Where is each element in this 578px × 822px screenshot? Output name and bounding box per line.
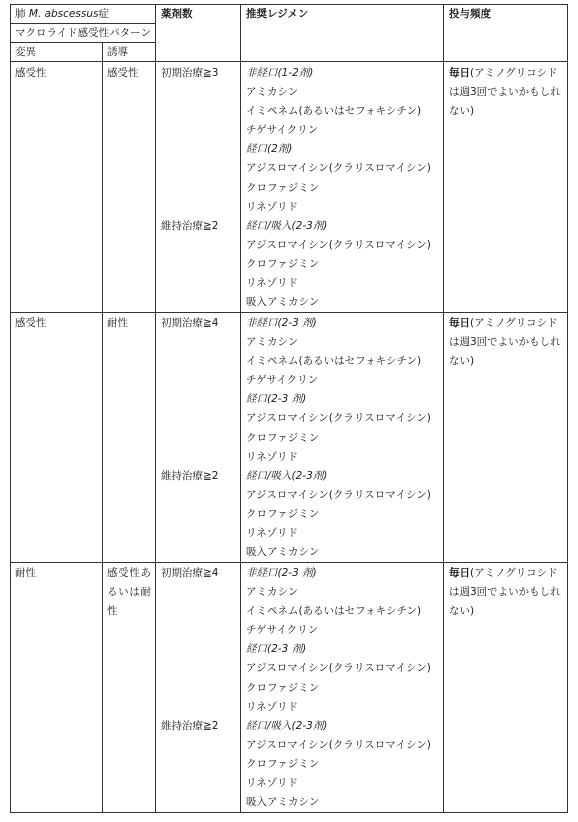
row3-mutation: 耐性 (15, 567, 36, 579)
row3-maintenance-count: 維持治療≧2 (161, 720, 219, 732)
drug-item: チゲサイクリン (246, 374, 319, 387)
row1-initial-count: 初期治療≧3 (161, 67, 219, 79)
table-border-top (10, 4, 568, 5)
row3-drug-list (246, 564, 441, 812)
drug-item: 吸入アミカシン (246, 546, 320, 559)
row3-initial-count: 初期治療≧4 (161, 567, 219, 579)
table-border-left (10, 4, 11, 813)
row3-frequency (449, 564, 565, 621)
drug-item: クロファジミン (246, 507, 320, 520)
row1-maintenance-count: 維持治療≧2 (161, 220, 219, 232)
col-divider-induction (155, 4, 156, 813)
row1-frequency-note: (アミノグリコシドは週3回でよいかもしれない) (449, 67, 561, 118)
drug-item: リネゾリド (246, 777, 298, 790)
species-suffix: 症 (98, 8, 109, 20)
row3-induction: 感受性あるいは耐性 (107, 567, 151, 618)
drug-item: リネゾリド (246, 277, 298, 290)
header-mutation: 変異 (15, 46, 36, 58)
header-species (15, 8, 109, 21)
drug-item: アミカシン (246, 336, 299, 349)
drug-item: イミペネム(あるいはセフォキシチン) (246, 605, 422, 618)
row1-drug-list (246, 64, 441, 312)
row2-drug-list (246, 314, 441, 562)
drug-item: アジスロマイシン(クラリスロマイシン) (246, 412, 431, 425)
col-divider-mutation (102, 42, 103, 813)
drug-item: クロファジミン (246, 757, 320, 770)
row2-frequency-note: (アミノグリコシドは週3回でよいかもしれない) (449, 317, 561, 368)
drug-item: アミカシン (246, 586, 299, 599)
row2-frequency (449, 314, 565, 371)
row3-frequency-bold: 毎日 (449, 567, 470, 579)
drug-item: リネゾリド (246, 200, 298, 213)
route-heading: 経口(2-3 剤) (246, 643, 307, 656)
drug-item: イミペネム(あるいはセフォキシチン) (246, 355, 422, 368)
drug-item: クロファジミン (246, 181, 320, 194)
drug-item: クロファジミン (246, 431, 320, 444)
header-divider-2 (10, 42, 155, 43)
drug-item: アジスロマイシン(クラリスロマイシン) (246, 662, 431, 675)
row1-frequency-bold: 毎日 (449, 67, 470, 79)
drug-item: 吸入アミカシン (246, 296, 320, 309)
table-border-right (567, 4, 568, 813)
drug-item: イミペネム(あるいはセフォキシチン) (246, 105, 422, 118)
drug-item: チゲサイクリン (246, 124, 319, 137)
drug-item: リネゾリド (246, 450, 298, 463)
col-divider-regimen (443, 4, 444, 813)
row1-induction: 感受性 (107, 67, 139, 79)
header-bottom-border (10, 61, 568, 62)
route-heading: 経口/吸入(2-3剤) (246, 719, 328, 732)
drug-item: クロファジミン (246, 681, 320, 694)
row1-frequency (449, 64, 565, 121)
species-prefix: 肺 (15, 8, 26, 20)
row2-maintenance-count: 維持治療≧2 (161, 470, 219, 482)
col-divider-count (240, 4, 241, 813)
drug-item: 吸入アミカシン (246, 796, 320, 809)
drug-item: チゲサイクリン (246, 624, 319, 637)
route-heading: 経口(2剤) (246, 143, 293, 156)
row2-mutation: 感受性 (15, 317, 47, 329)
species-name: M. abscessus (28, 8, 99, 20)
header-macrolide-pattern: マクロライド感受性パターン (15, 27, 151, 39)
route-heading: 経口/吸入(2-3剤) (246, 219, 328, 232)
header-frequency: 投与頻度 (449, 8, 491, 20)
drug-item: アジスロマイシン(クラリスロマイシン) (246, 738, 431, 751)
header-drug-count: 薬剤数 (161, 8, 193, 20)
header-induction: 誘導 (107, 46, 128, 58)
route-heading: 非経口(2-3 剤) (246, 567, 317, 579)
drug-item: アジスロマイシン(クラリスロマイシン) (246, 238, 431, 251)
row2-induction: 耐性 (107, 317, 128, 329)
drug-item: アジスロマイシン(クラリスロマイシン) (246, 488, 431, 501)
drug-item: リネゾリド (246, 700, 298, 713)
route-heading: 経口/吸入(2-3剤) (246, 469, 328, 482)
route-heading: 経口(2-3 剤) (246, 393, 307, 406)
row3-frequency-note: (アミノグリコシドは週3回でよいかもしれない) (449, 567, 561, 618)
route-heading: 非経口(1-2剤) (246, 67, 314, 79)
drug-item: リネゾリド (246, 527, 298, 540)
row2-initial-count: 初期治療≧4 (161, 317, 219, 329)
drug-item: アミカシン (246, 86, 299, 99)
row2-frequency-bold: 毎日 (449, 317, 470, 329)
drug-item: アジスロマイシン(クラリスロマイシン) (246, 162, 431, 175)
row1-mutation: 感受性 (15, 67, 47, 79)
header-divider-1 (10, 23, 155, 24)
header-regimen: 推奨レジメン (246, 8, 309, 20)
route-heading: 非経口(2-3 剤) (246, 317, 317, 329)
drug-item: クロファジミン (246, 257, 320, 270)
